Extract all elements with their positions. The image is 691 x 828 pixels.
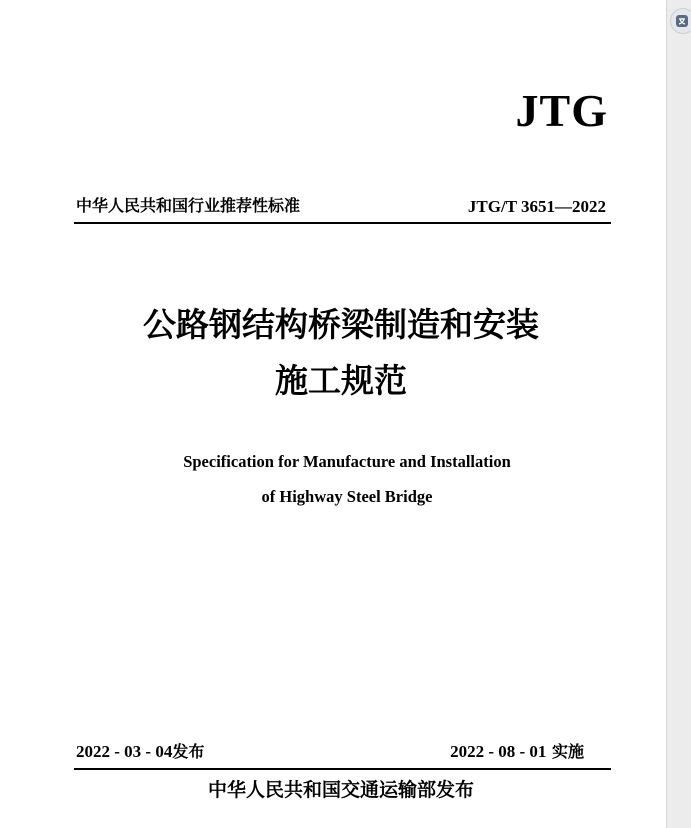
title-en-line2: of Highway Steel Bridge [261, 487, 433, 506]
implement-date-suffix: 实施 [551, 742, 584, 761]
publisher: 中华人民共和国交通运输部发布 [207, 779, 474, 801]
implement-date-value: 2022 - 08 - 01 [450, 742, 547, 761]
issue-date-value: 2022 - 03 - 04 [76, 742, 173, 761]
translate-icon [675, 14, 689, 28]
jtg-mark: JTG [515, 85, 608, 136]
issue-date [76, 742, 204, 762]
implement-date [450, 742, 584, 762]
title-cn-line2: 施工规范 [275, 361, 407, 400]
translate-button[interactable] [670, 8, 691, 34]
standard-code: JTG/T 3651—2022 [467, 197, 606, 216]
title-cn-line1: 公路钢结构桥梁制造和安装 [143, 305, 539, 344]
bottom-divider [74, 768, 611, 770]
title-en-line1: Specification for Manufacture and Installation [183, 452, 511, 471]
viewer-side-panel [666, 0, 691, 828]
issue-date-suffix: 发布 [172, 742, 205, 761]
standard-type: 中华人民共和国行业推荐性标准 [76, 196, 301, 215]
top-divider [74, 222, 611, 224]
